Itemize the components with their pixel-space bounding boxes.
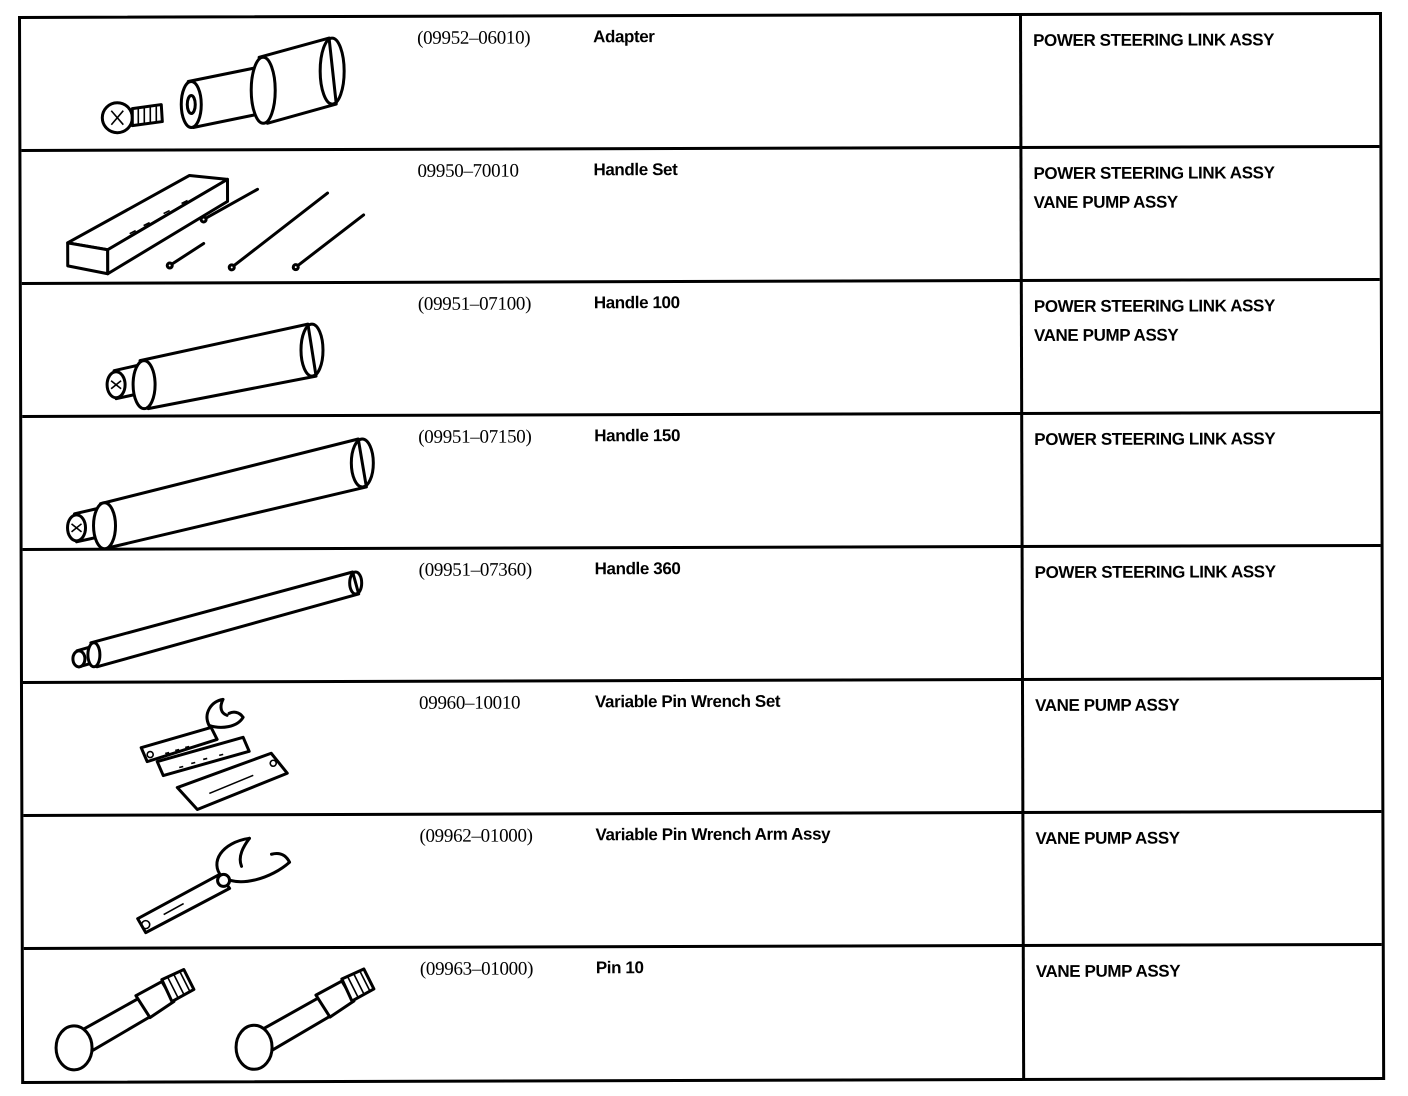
- pin-wrench-arm-icon: [33, 822, 403, 943]
- usage-list: [1033, 158, 1274, 217]
- usage-item: POWER STEERING LINK ASSY: [1034, 562, 1276, 582]
- usage-list: [1036, 957, 1180, 986]
- column-divider: [1020, 415, 1023, 545]
- table-row: [22, 281, 1380, 418]
- table-row: [22, 414, 1380, 551]
- table-row: [24, 946, 1382, 1083]
- usage-list: [1034, 424, 1275, 454]
- column-divider: [1021, 681, 1024, 811]
- part-number: (09952–06010): [417, 27, 531, 49]
- usage-item: VANE PUMP ASSY: [1035, 961, 1181, 981]
- handle-150-icon: [32, 423, 402, 544]
- pin-wrench-set-icon: [33, 689, 403, 810]
- column-divider: [1020, 282, 1023, 412]
- handle-set-icon: [31, 157, 401, 278]
- usage-list: [1034, 291, 1275, 350]
- tool-name: Handle 150: [594, 426, 681, 446]
- usage-list: [1033, 25, 1274, 55]
- table-row: [23, 547, 1381, 684]
- tool-name: Pin 10: [595, 958, 644, 978]
- column-divider: [1022, 947, 1025, 1080]
- part-number: 09960–10010: [419, 692, 521, 714]
- usage-item: VANE PUMP ASSY: [1035, 695, 1180, 715]
- usage-item: VANE PUMP ASSY: [1035, 828, 1180, 848]
- usage-item: VANE PUMP ASSY: [1033, 325, 1179, 345]
- part-number: (09951–07150): [418, 426, 532, 448]
- tool-name: Handle 100: [593, 293, 680, 313]
- table-row: [23, 680, 1381, 817]
- usage-list: [1035, 691, 1179, 720]
- special-service-tools-table: [18, 12, 1385, 1084]
- handle-360-icon: [33, 556, 403, 677]
- usage-item: POWER STEERING LINK ASSY: [1033, 30, 1275, 50]
- column-divider: [1021, 814, 1024, 944]
- usage-item: VANE PUMP ASSY: [1033, 192, 1178, 212]
- handle-100-icon: [32, 290, 402, 411]
- table-row: [21, 148, 1379, 285]
- column-divider: [1019, 149, 1022, 279]
- part-number: (09962–01000): [419, 825, 533, 847]
- column-divider: [1021, 548, 1024, 678]
- column-divider: [1019, 16, 1022, 146]
- part-number: (09951–07100): [417, 293, 532, 315]
- tool-name: Variable Pin Wrench Arm Assy: [595, 824, 831, 845]
- part-number: (09951–07360): [418, 559, 532, 581]
- tool-name: Handle Set: [593, 160, 678, 180]
- usage-item: POWER STEERING LINK ASSY: [1034, 429, 1276, 449]
- tool-name: Handle 360: [594, 559, 681, 579]
- tool-name: Variable Pin Wrench Set: [595, 691, 781, 712]
- adapter-icon: [31, 24, 401, 145]
- part-number: (09963–01000): [419, 958, 534, 980]
- usage-list: [1035, 557, 1276, 587]
- part-number: 09950–70010: [417, 160, 519, 182]
- table-row: [23, 813, 1381, 950]
- usage-list: [1035, 824, 1179, 853]
- usage-item: POWER STEERING LINK ASSY: [1033, 296, 1275, 316]
- tool-name: Adapter: [593, 27, 655, 47]
- table-row: [21, 15, 1379, 152]
- usage-item: POWER STEERING LINK ASSY: [1033, 163, 1275, 183]
- pin-10-icon: [34, 955, 404, 1076]
